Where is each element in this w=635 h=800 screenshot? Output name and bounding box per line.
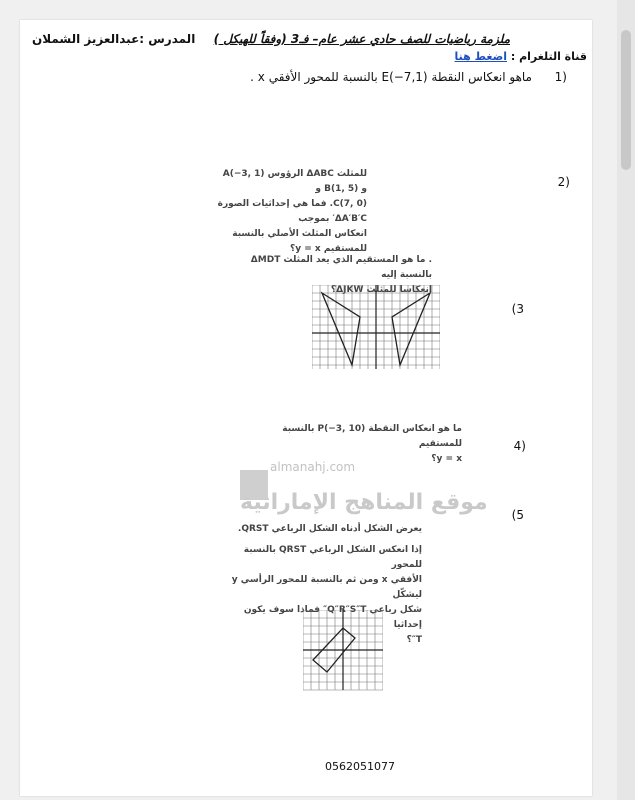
question-2-text (217, 167, 367, 257)
question-5-line-4: شكل رباعي Q″R″S″T″ فماذا سوف يكون إحداثيا (243, 605, 422, 630)
telegram-line (455, 50, 587, 63)
question-3-line-1: . ما هو المستقيم الذي يعد المثلث ΔMDT بالنسبة إليه (250, 255, 432, 280)
question-4-number: 4) (513, 439, 526, 453)
watermark-site: almanahj.com (270, 460, 356, 474)
question-3-number: (3 (511, 302, 524, 316)
question-5-line-2: إذا انعكس الشكل الرباعي QRST بالنسبة للمحور (243, 545, 422, 570)
q3-grid-graph (312, 285, 440, 369)
watermark-arabic: موقع المناهج الإماراتية (240, 490, 488, 515)
question-5-line-3: الأفقي x ومن ثم بالنسبة للمحور الرأسي y ليشكّل (231, 575, 422, 600)
telegram-link[interactable]: اضغط هنا (454, 50, 508, 63)
question-2-line-3: انعكاس المثلث الأصلي بالنسبة للمستقيم y = x؟ (232, 229, 367, 254)
footer-phone: 0562051077 (325, 760, 395, 773)
document-title: ملزمة رياضيات للصف حادي عشر عام– فـ3 (وفقاً للهيكل ) (213, 32, 510, 46)
document-page (20, 20, 592, 796)
q5-grid-graph (303, 610, 383, 692)
question-5-line-1: يعرض الشكل أدناه الشكل الرباعي QRST. (237, 524, 422, 534)
teacher-name: المدرس :عبدالعزيز الشملان (32, 32, 196, 46)
question-2-line-1: للمثلث ΔABC الرؤوس A(−3, 1) و B(1, 5) و (222, 169, 367, 194)
question-5-number: (5 (511, 508, 524, 522)
question-4-line-2: y = x؟ (431, 454, 462, 464)
question-4-line-1: ما هو انعكاس النقطة P(−3, 10) بالنسبة للمستقيم (282, 424, 462, 449)
question-2-number: 2) (557, 175, 570, 189)
question-5-line-5: T″؟ (406, 635, 422, 645)
telegram-label: قناة التلغرام : (510, 50, 587, 63)
question-1-text: ماهو انعكاس النقطة E(−7,1) بالنسبة للمحور الأفقي x . (250, 70, 532, 84)
scrollbar-thumb[interactable] (621, 30, 631, 170)
question-1-number: 1) (554, 70, 567, 84)
question-2-line-2: C(7, 0). فما هي إحداثيات الصورة ΔA′B′C′ بموجب (217, 199, 367, 224)
vertical-scrollbar[interactable] (617, 0, 635, 800)
question-3-line-2: انعكاسا للمثلث ΔJKW؟ (330, 285, 432, 295)
